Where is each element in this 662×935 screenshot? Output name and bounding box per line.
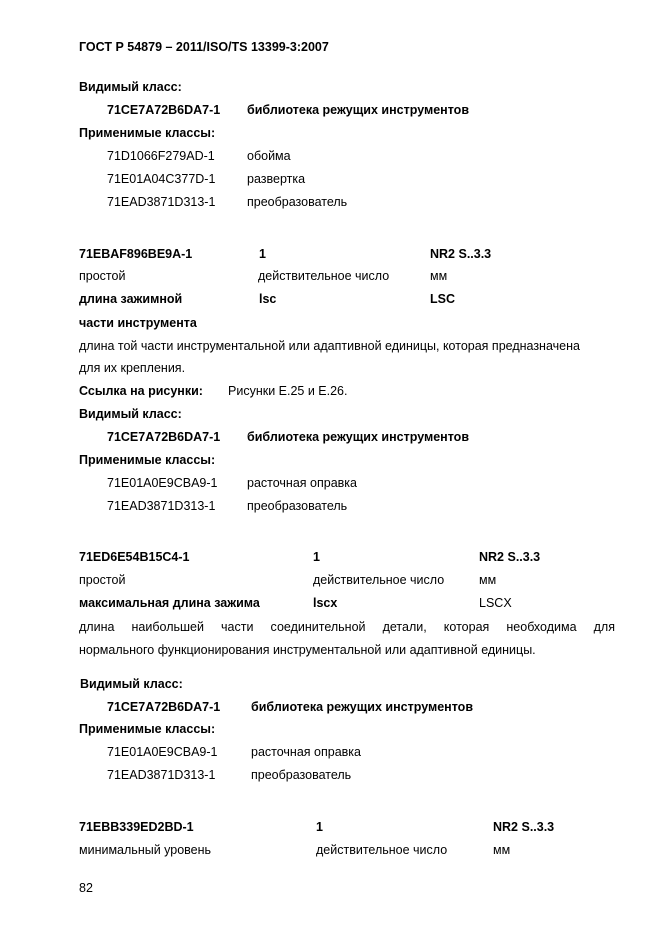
- applicable-classes-label: Применимые классы:: [79, 453, 216, 467]
- property-name: длина зажимной: [79, 292, 183, 306]
- property-value-type: действительное число: [313, 573, 445, 587]
- visible-class-name: библиотека режущих инструментов: [247, 430, 470, 444]
- property-version: 1: [316, 820, 323, 834]
- applicable-class-code: 71EAD3871D313-1: [107, 195, 216, 209]
- property-version: 1: [313, 550, 320, 564]
- visible-class-code: 71CE7A72B6DA7-1: [107, 700, 221, 714]
- applicable-class-name: преобразователь: [251, 768, 352, 782]
- property-version: 1: [259, 247, 266, 261]
- applicable-classes-label: Применимые классы:: [79, 126, 216, 140]
- property-definition: длина той части инструментальной или адаптивной единицы, которая предназначена: [79, 339, 580, 353]
- property-value-type: действительное число: [258, 269, 390, 283]
- property-id: 71EBAF896BE9A-1: [79, 247, 193, 261]
- visible-class-label: Видимый класс:: [79, 80, 182, 94]
- applicable-class-code: 71D1066F279AD-1: [107, 149, 215, 163]
- property-name-continued: части инструмента: [79, 316, 197, 330]
- property-definition-continued: нормального функционирования инструментальной или адаптивной единицы.: [79, 643, 536, 657]
- applicable-class-name: обойма: [247, 149, 291, 163]
- property-unit: мм: [479, 573, 497, 587]
- visible-class-label: Видимый класс:: [80, 677, 183, 691]
- visible-class-label: Видимый класс:: [79, 407, 182, 421]
- page-number: 82: [79, 881, 93, 895]
- document-header: ГОСТ Р 54879 – 2011/ISO/TS 13399-3:2007: [79, 40, 329, 54]
- applicable-class-name: развертка: [247, 172, 306, 186]
- visible-class-name: библиотека режущих инструментов: [251, 700, 474, 714]
- property-definition-continued: для их крепления.: [79, 361, 186, 375]
- property-unit: мм: [430, 269, 448, 283]
- property-code: LSCX: [479, 596, 512, 610]
- applicable-class-code: 71EAD3871D313-1: [107, 499, 216, 513]
- property-definition: длина наибольшей части соединительной детали, которая необходима для: [79, 620, 615, 634]
- applicable-classes-label: Применимые классы:: [79, 722, 216, 736]
- property-reference: NR2 S..3.3: [493, 820, 555, 834]
- property-id: 71ED6E54B15C4-1: [79, 550, 190, 564]
- visible-class-name: библиотека режущих инструментов: [247, 103, 470, 117]
- property-name: минимальный уровень: [79, 843, 212, 857]
- applicable-class-name: преобразователь: [247, 499, 348, 513]
- property-reference: NR2 S..3.3: [479, 550, 541, 564]
- visible-class-code: 71CE7A72B6DA7-1: [107, 103, 221, 117]
- applicable-class-name: расточная оправка: [247, 476, 357, 490]
- figure-reference-label: Ссылка на рисунки:: [79, 384, 203, 398]
- applicable-class-name: преобразователь: [247, 195, 348, 209]
- property-id: 71EBB339ED2BD-1: [79, 820, 194, 834]
- applicable-class-code: 71EAD3871D313-1: [107, 768, 216, 782]
- applicable-class-code: 71E01A0E9CBA9-1: [107, 745, 218, 759]
- property-type: простой: [79, 269, 126, 283]
- applicable-class-code: 71E01A0E9CBA9-1: [107, 476, 218, 490]
- applicable-class-code: 71E01A04C377D-1: [107, 172, 216, 186]
- property-type: простой: [79, 573, 126, 587]
- property-symbol: lscx: [313, 596, 338, 610]
- property-name: максимальная длина зажима: [79, 596, 260, 610]
- property-symbol: lsc: [259, 292, 277, 306]
- property-code: LSC: [430, 292, 455, 306]
- property-reference: NR2 S..3.3: [430, 247, 492, 261]
- property-unit: мм: [493, 843, 511, 857]
- visible-class-code: 71CE7A72B6DA7-1: [107, 430, 221, 444]
- property-value-type: действительное число: [316, 843, 448, 857]
- figure-reference: Рисунки Е.25 и Е.26.: [228, 384, 348, 398]
- applicable-class-name: расточная оправка: [251, 745, 361, 759]
